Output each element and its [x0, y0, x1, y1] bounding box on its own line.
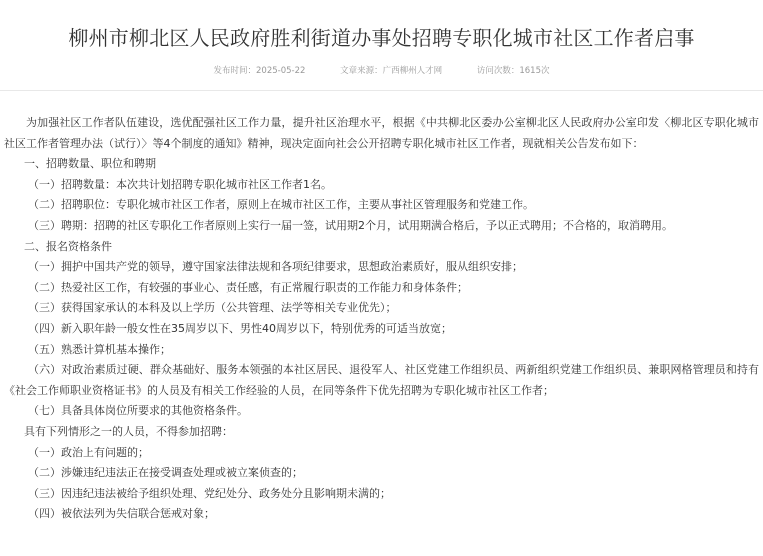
list-item: （一）政治上有问题的； — [28, 445, 149, 459]
publish-label: 发布时间： — [213, 66, 256, 76]
publish-date: 2025-05-22 — [256, 66, 306, 76]
list-item: （三）因违纪违法被给予组织处理、党纪处分、政务处分且影响期未满的； — [28, 486, 391, 500]
list-item: （二）热爱社区工作，有较强的事业心、责任感，有正常履行职责的工作能力和身体条件； — [28, 280, 468, 294]
source-info — [340, 65, 442, 77]
article-body — [4, 113, 759, 525]
publish-info — [213, 65, 305, 77]
list-item: （五）熟悉计算机基本操作； — [28, 342, 171, 356]
section-heading: 一、招聘数量、职位和聘期 — [24, 157, 156, 171]
list-item: （一）招聘数量：本次共计划招聘专职化城市社区工作者1名。 — [28, 177, 332, 191]
list-item: （六）对政治素质过硬、群众基础好、服务本领强的本社区居民、退役军人、社区党建工作组织员、两新组织党建工作组织员、兼职网格管理员和持有《社会工作师职业资格证书》的人员及有相关工作经验的人员，在同等条件下优先招聘为专职化城市社区工作者； — [4, 363, 759, 397]
source-label: 文章来源： — [340, 66, 383, 76]
article-meta — [0, 65, 763, 77]
list-item: （四）被依法列为失信联合惩戒对象； — [28, 507, 215, 521]
list-item: （七）具备具体岗位所要求的其他资格条件。 — [28, 404, 248, 418]
divider — [0, 90, 763, 91]
intro-paragraph: 为加强社区工作者队伍建设，选优配强社区工作力量，提升社区治理水平，根据《中共柳北区委办公室柳北区人民政府办公室印发〈柳北区专职化城市社区工作者管理办法（试行）〉等4个制度的通知》精神，现决定面向社会公开招聘专职化城市社区工作者，现就相关公告发布如下： — [4, 116, 759, 150]
list-item: （一）拥护中国共产党的领导，遵守国家法律法规和各项纪律要求，思想政治素质好，服从组织安排； — [28, 260, 523, 274]
list-item: （二）招聘职位：专职化城市社区工作者，原则上在城市社区工作，主要从事社区管理服务和党建工作。 — [28, 198, 534, 212]
list-item: （三）聘期：招聘的社区专职化工作者原则上实行一届一签，试用期2个月，试用期满合格后，予以正式聘用；不合格的，取消聘用。 — [28, 218, 673, 232]
section-note: 具有下列情形之一的人员，不得参加招聘： — [24, 424, 233, 438]
visits-info — [477, 65, 550, 77]
list-item: （四）新入职年龄一般女性在35周岁以下、男性40周岁以下，特别优秀的可适当放宽； — [28, 321, 452, 335]
source-value: 广西柳州人才网 — [382, 66, 443, 76]
visits-value: 1615次 — [519, 66, 550, 76]
section-heading: 二、报名资格条件 — [24, 239, 112, 253]
list-item: （三）获得国家承认的本科及以上学历（公共管理、法学等相关专业优先）； — [28, 301, 397, 315]
list-item: （二）涉嫌违纪违法正在接受调查处理或被立案侦查的； — [28, 466, 303, 480]
visits-label: 访问次数： — [476, 66, 520, 76]
page-title: 柳州市柳北区人民政府胜利街道办事处招聘专职化城市社区工作者启事 — [68, 26, 695, 50]
